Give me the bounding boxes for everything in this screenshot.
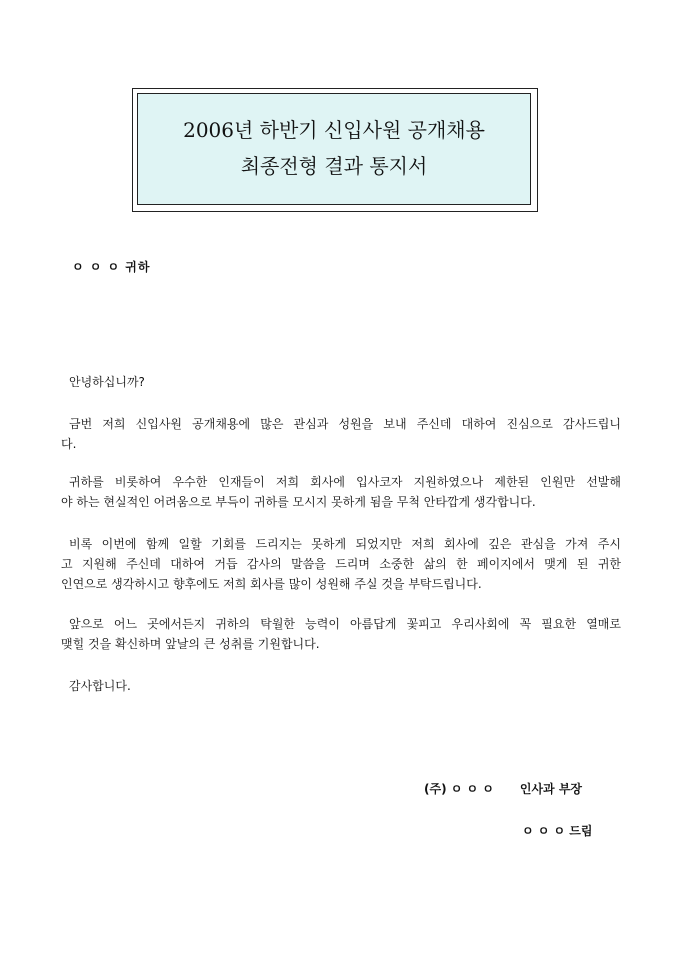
paragraph-3 [61,534,621,594]
paragraph-2 [61,472,621,512]
paragraph-3-line-1: 비록 이번에 함께 일할 기회를 드리지는 못하게 되었지만 저희 회사에 깊은 관심을 가져 주시 [69,537,621,551]
title-line-1: 2006년 하반기 신입사원 공개채용 [183,118,485,142]
recipient-line: ㅇ ㅇ ㅇ 귀하 [72,260,151,274]
paragraph-2-line-1: 귀하를 비롯하여 우수한 인재들이 저희 회사에 입사코자 지원하였으나 제한된 인원만 선발해 [69,475,621,489]
signature-company-line [424,780,582,797]
signature-sender: ㅇ ㅇ ㅇ 드림 [522,824,593,838]
paragraph-2-line-2: 야 하는 현실적인 어려움으로 부득이 귀하를 모시지 못하게 됨을 무척 안타깝게 생각합니다. [61,495,536,509]
paragraph-4-line-2: 맺힐 것을 확신하며 앞날의 큰 성취를 기원합니다. [61,637,320,651]
closing [61,676,621,696]
title-line-2: 최종전형 결과 통지서 [240,154,428,178]
signature-position: 인사과 부장 [519,782,583,796]
paragraph-4-line-1: 앞으로 어느 곳에서든지 귀하의 탁월한 능력이 아름답게 꽃피고 우리사회에 꼭 필요한 열매로 [69,617,621,631]
closing-text: 감사합니다. [69,679,131,693]
greeting-text: 안녕하십니까? [69,375,145,389]
title-box [137,93,531,205]
paragraph-3-line-2: 고 지원해 주신데 대하여 거듭 감사의 말씀을 드리며 소중한 삶의 한 페이지에서 맺게 된 귀한 [61,557,621,571]
signature-company: (주) ㅇ ㅇ ㅇ [424,782,494,796]
paragraph-1-line-2: 다. [61,437,77,451]
paragraph-4 [61,614,621,654]
paragraph-3-line-3: 인연으로 생각하시고 향후에도 저희 회사를 많이 성원해 주실 것을 부탁드립니다. [61,577,482,591]
paragraph-1-line-1: 금번 저희 신입사원 공개채용에 많은 관심과 성원을 보내 주신데 대하여 진심으로 감사드립니 [69,417,621,431]
paragraph-1 [61,414,621,454]
greeting [61,372,621,392]
